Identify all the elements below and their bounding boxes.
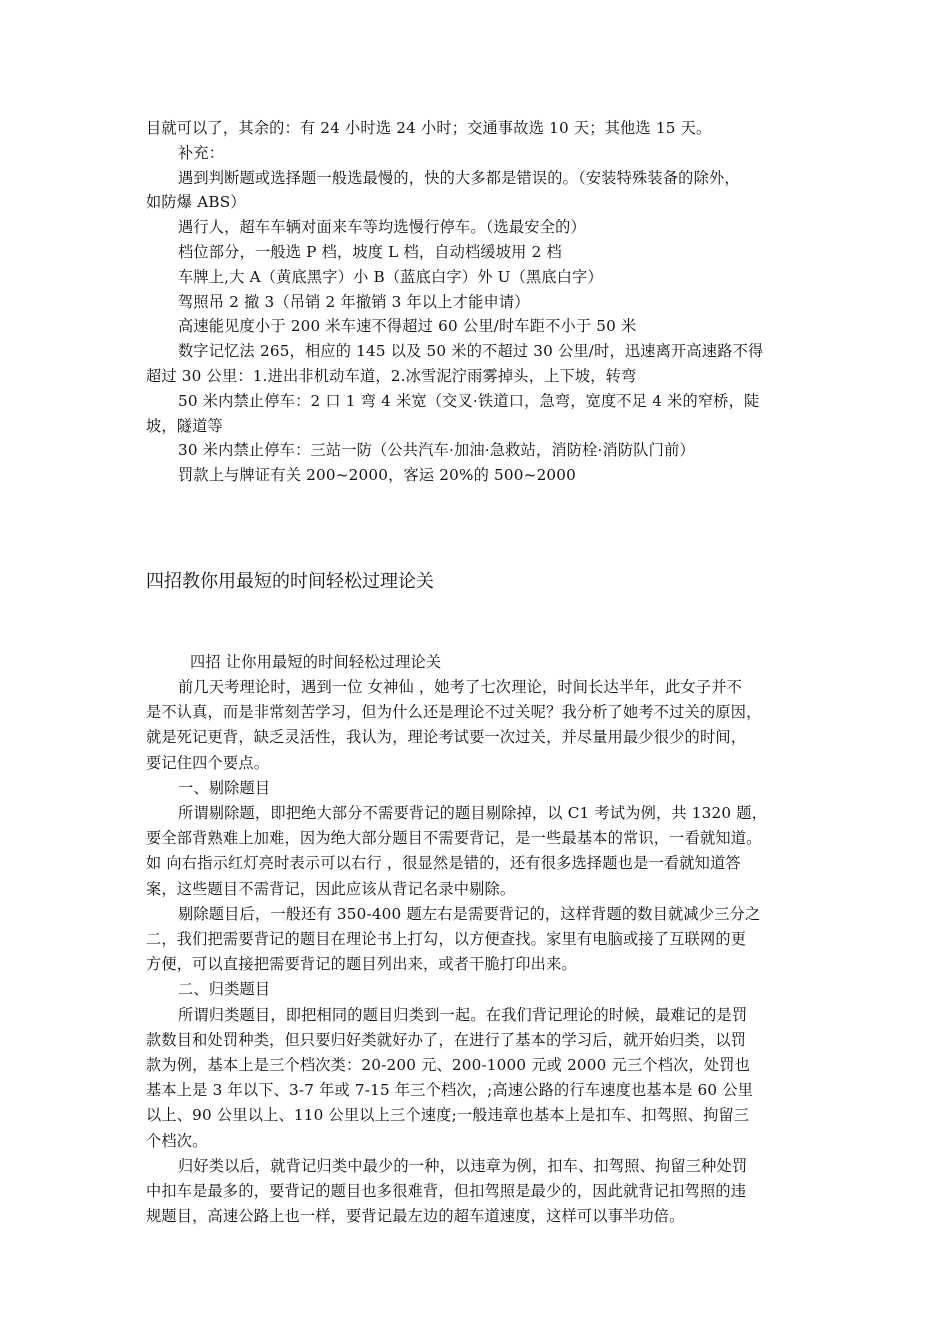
paragraph-line: 要全部背熟难上加难，因为绝大部分题目不需要背记，是一些最基本的常识，一看就知道。 bbox=[146, 829, 762, 848]
paragraph-line: 驾照吊 2 撤 3（吊销 2 年撤销 3 年以上才能申请） bbox=[178, 292, 530, 311]
paragraph-line: 50 米内禁止停车：2 口 1 弯 4 米宽（交叉·铁道口，急弯，宽度不足 4 米的窄桥，陡 bbox=[178, 391, 760, 410]
paragraph-line: 如防爆 ABS） bbox=[146, 193, 246, 212]
section-heading: 四招教你用最短的时间轻松过理论关 bbox=[146, 571, 434, 592]
paragraph-line: 档位部分，一般选 P 档，坡度 L 档，自动档缓坡用 2 档 bbox=[178, 243, 562, 261]
paragraph-line: 所谓归类题目，即把相同的题目归类到一起。在我们背记理论的时候，最难记的是罚 bbox=[178, 1005, 748, 1024]
paragraph-line: 前几天考理论时，遇到一位 女神仙 ，她考了七次理论，时间长达半年，此女子并不 bbox=[178, 678, 743, 696]
paragraph-line: 目就可以了，其余的：有 24 小时选 24 小时；交通事故选 10 天；其他选 15 天。 bbox=[146, 119, 712, 137]
article-title: 四招 让你用最短的时间轻松过理论关 bbox=[190, 653, 442, 671]
paragraph-line: 案，这些题目不需背记，因此应该从背记名录中剔除。 bbox=[146, 879, 516, 898]
paragraph-line: 中扣车是最多的，要背记的题目也多很难背，但扣驾照是最少的，因此就背记扣驾照的违 bbox=[146, 1182, 747, 1200]
paragraph-line: 坡，隧道等 bbox=[146, 416, 223, 435]
paragraph-line: 剔除题目后，一般还有 350-400 题左右是需要背记的，这样背题的数目就减少三分之 bbox=[178, 904, 761, 923]
paragraph-line: 如 向右指示红灯亮时表示可以右行 ，很显然是错的，还有很多选择题也是一看就知道答 bbox=[146, 854, 741, 873]
paragraph-line: 二，我们把需要背记的题目在理论书上打勾，以方便查找。家里有电脑或接了互联网的更 bbox=[146, 930, 747, 948]
paragraph-line: 超过 30 公里：1.进出非机动车道，2.冰雪泥泞雨雾掉头，上下坡，转弯 bbox=[146, 367, 637, 385]
paragraph-line: 个档次。 bbox=[146, 1131, 208, 1150]
paragraph-line: 就是死记更背，缺乏灵活性，我认为，理论考试要一次过关，并尽量用最少很少的时间， bbox=[146, 728, 747, 747]
paragraph-line: 款为例，基本上是三个档次类：20-200 元、200-1000 元或 2000 元三个档次，处罚也 bbox=[146, 1056, 751, 1074]
paragraph-line: 方便，可以直接把需要背记的题目列出来，或者干脆打印出来。 bbox=[146, 955, 577, 974]
paragraph-line: 罚款上与牌证有关 200~2000，客运 20%的 500~2000 bbox=[178, 466, 577, 485]
paragraph-line: 基本上是 3 年以下、3-7 年或 7-15 年三个档次，;高速公路的行车速度也基本是 60 公里 bbox=[146, 1081, 754, 1100]
paragraph-line: 30 米内禁止停车：三站一防（公共汽车·加油·急救站，消防栓·消防队门前） bbox=[178, 441, 695, 460]
paragraph-line: 要记住四个要点。 bbox=[146, 753, 270, 772]
paragraph-line: 是不认真，而是非常刻苦学习，但为什么还是理论不过关呢？我分析了她考不过关的原因， bbox=[146, 703, 762, 722]
paragraph-line: 归好类以后，就背记归类中最少的一种，以违章为例，扣车、扣驾照、拘留三种处罚 bbox=[178, 1156, 748, 1175]
paragraph-line: 高速能见度小于 200 米车速不得超过 60 公里/时车距不小于 50 米 bbox=[178, 317, 637, 336]
paragraph-line: 款数目和处罚种类，但只要归好类就好办了，在进行了基本的学习后，就开始归类，以罚 bbox=[146, 1030, 747, 1049]
paragraph-line: 以上、90 公里以上、110 公里以上三个速度;一般违章也基本上是扣车、扣驾照、拘留三 bbox=[146, 1106, 750, 1125]
paragraph-line: 数字记忆法 265，相应的 145 以及 50 米的不超过 30 公里/时，迅速离开高速路不得 bbox=[178, 342, 764, 361]
paragraph-line: 所谓剔除题，即把绝大部分不需要背记的题目剔除掉，以 C1 考试为例，共 1320 题， bbox=[178, 804, 768, 822]
paragraph-line: 遇行人，超车车辆对面来车等均选慢行停车。（选最安全的） bbox=[178, 218, 586, 237]
paragraph-line: 规题目，高速公路上也一样，要背记最左边的超车道速度，这样可以事半功倍。 bbox=[146, 1207, 685, 1226]
paragraph-line: 车牌上,大 A（黄底黑字）小 B（蓝底白字）外 U（黑底白字） bbox=[178, 267, 603, 286]
paragraph-line: 一、剔除题目 bbox=[178, 778, 271, 797]
paragraph-line: 遇到判断题或选择题一般选最慢的，快的大多都是错误的。（安装特殊装备的除外， bbox=[178, 168, 740, 187]
paragraph-line: 二、归类题目 bbox=[178, 980, 271, 999]
paragraph-line: 补充： bbox=[178, 143, 225, 162]
